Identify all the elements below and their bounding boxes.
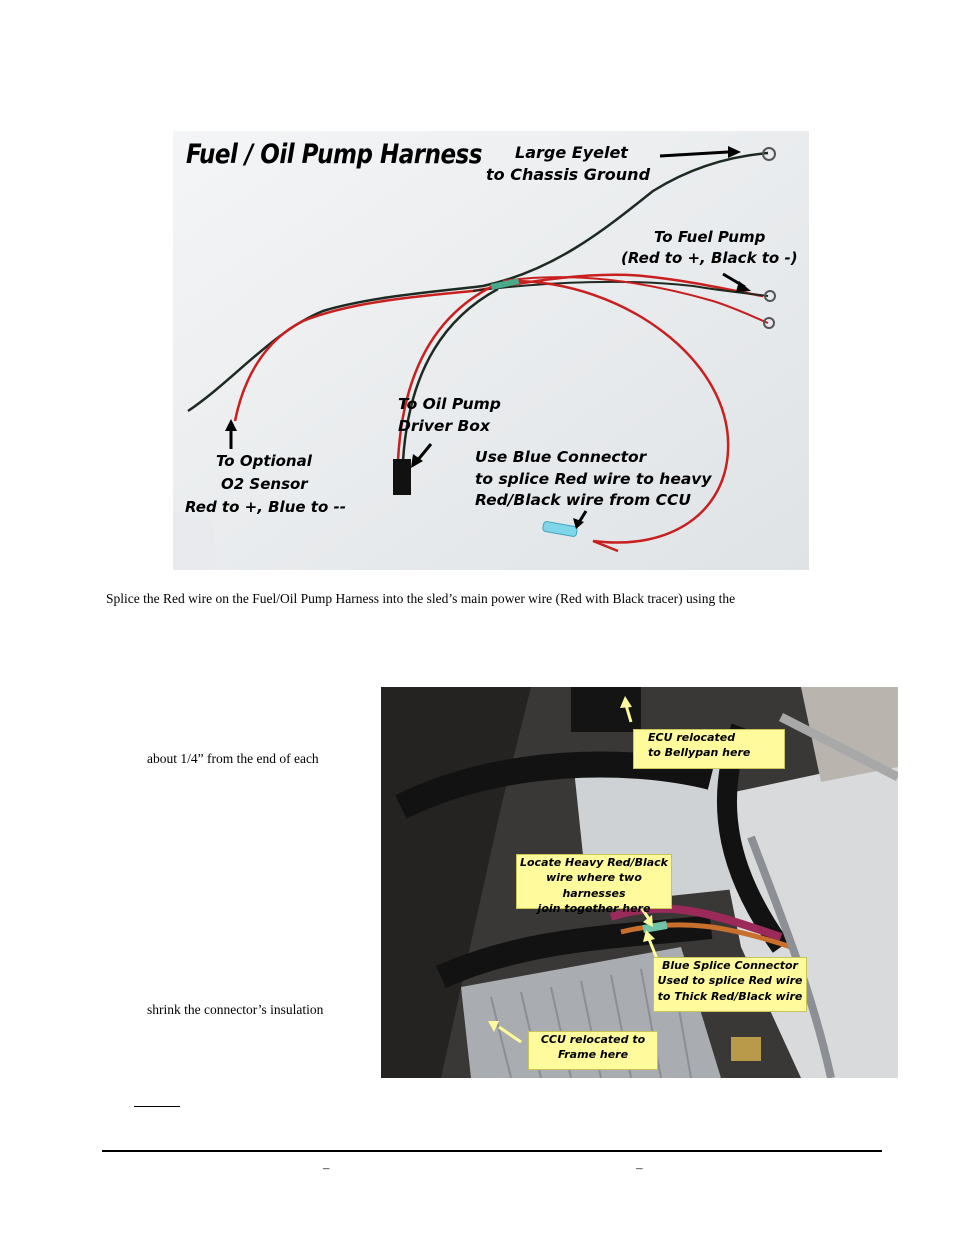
- harness-photo: [173, 131, 809, 570]
- locate-callout-line1: Locate Heavy Red/Black: [519, 856, 668, 869]
- ecu-callout-line1: ECU relocated: [648, 731, 736, 744]
- ccu-callout-line2: Frame here: [557, 1048, 629, 1062]
- splice-connector-callout: [653, 957, 807, 1012]
- footer-rule: [102, 1150, 882, 1152]
- eyelet-label-line1: Large Eyelet: [515, 143, 628, 162]
- ccu-callout: [528, 1031, 658, 1070]
- oil-pump-label-line1: To Oil Pump: [398, 395, 501, 413]
- side-text-shrink: shrink the connector’s insulation: [147, 1002, 324, 1017]
- splice-callout-line1: Blue Splice Connector: [662, 959, 798, 972]
- splice-callout-line3: to Thick Red/Black wire: [657, 989, 803, 1003]
- blue-connector-label-line3: Red/Black wire from CCU: [475, 491, 692, 509]
- ecu-callout-line2: to Bellypan here: [648, 746, 751, 760]
- engine-bay-photo: [381, 687, 898, 1078]
- o2-label-line3: Red to +, Blue to --: [185, 498, 346, 516]
- oil-pump-label-line2: Driver Box: [398, 417, 490, 435]
- ccu-callout-line1: CCU relocated to: [540, 1033, 646, 1046]
- splice-caption: Splice the Red wire on the Fuel/Oil Pump Harness into the sled’s main power wire (Red with Black tracer) using the: [106, 591, 736, 606]
- splice-callout-line2: Used to splice Red wire: [657, 974, 803, 988]
- side-text-strip: about 1/4” from the end of each: [147, 751, 319, 766]
- footer-dash-left: –: [323, 1160, 330, 1175]
- ecu-callout: [633, 729, 785, 769]
- blue-connector-label-line2: to splice Red wire to heavy: [475, 470, 712, 488]
- locate-wire-callout: [516, 854, 672, 916]
- footer-dash-right: –: [636, 1160, 643, 1175]
- locate-callout-line2: wire where two harnesses: [546, 871, 642, 900]
- o2-label-line1: To Optional: [216, 452, 312, 470]
- fuel-pump-label-line2: (Red to +, Black to -): [621, 249, 798, 267]
- harness-title: Fuel / Oil Pump Harness: [186, 139, 482, 170]
- eyelet-label-line2: to Chassis Ground: [486, 165, 651, 184]
- blue-connector-label-line1: Use Blue Connector: [475, 448, 647, 466]
- locate-callout-line3: join together here: [537, 902, 651, 916]
- fuel-pump-label-line1: To Fuel Pump: [654, 228, 766, 246]
- underline-mark: [134, 1106, 180, 1107]
- o2-label-line2: O2 Sensor: [221, 475, 308, 493]
